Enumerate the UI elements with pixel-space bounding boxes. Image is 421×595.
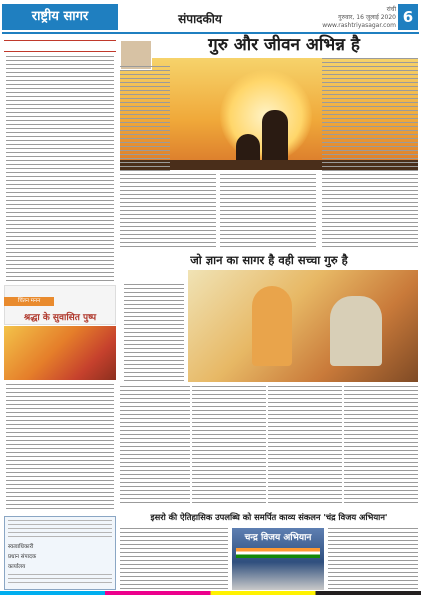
feature-photo bbox=[4, 326, 116, 380]
hero-silhouette-teacher bbox=[262, 110, 288, 166]
book-cover-flag bbox=[236, 548, 320, 558]
bottom-headline: इसरो की ऐतिहासिक उपलब्धि को समर्पित काव्य संकलन 'चंद्र विजय अभियान' bbox=[150, 512, 388, 522]
print-color-strip bbox=[0, 591, 421, 595]
imprint-label-editor: प्रधान संपादक bbox=[8, 554, 37, 560]
page-number: 6 bbox=[398, 4, 418, 30]
imprint-label-owner: स्वत्वाधिकारी bbox=[8, 544, 34, 550]
left-editorial-body bbox=[6, 56, 114, 281]
second-story-column-4 bbox=[344, 386, 418, 506]
main-story-column-2 bbox=[120, 174, 216, 250]
painting-figure-left bbox=[252, 286, 292, 366]
main-headline: गुरु और जीवन अभिन्न है bbox=[208, 35, 360, 55]
edition-date: गुरुवार, 16 जुलाई 2020 bbox=[338, 14, 396, 21]
edition-info bbox=[298, 6, 396, 30]
quote-box bbox=[124, 284, 184, 382]
masthead: राष्ट्रीय सागर bbox=[2, 4, 118, 30]
imprint-text-2 bbox=[8, 574, 112, 586]
painting-figure-right bbox=[330, 296, 382, 366]
bottom-story-column-1 bbox=[120, 528, 228, 590]
guru-painting bbox=[188, 270, 418, 382]
edition-city: रांची bbox=[386, 6, 396, 13]
feature-body bbox=[6, 384, 114, 512]
left-editorial-title bbox=[4, 40, 116, 52]
imprint-text bbox=[8, 520, 112, 538]
bottom-story-column-2 bbox=[328, 528, 418, 590]
second-headline: जो ज्ञान का सागर है वही सच्चा गुरु है bbox=[190, 253, 348, 267]
imprint-label-office: कार्यालय bbox=[8, 564, 26, 570]
book-title: चन्द्र विजय अभियान bbox=[244, 533, 312, 543]
feature-title: श्रद्धा के सुवासित पुष्प bbox=[23, 313, 97, 323]
main-story-column-4 bbox=[322, 58, 418, 250]
feature-kicker: चिंतन मनन bbox=[4, 297, 54, 306]
second-story-column-3 bbox=[268, 386, 342, 506]
main-story-column-1 bbox=[120, 66, 170, 172]
main-story-column-3 bbox=[220, 174, 316, 250]
section-title: संपादकीय bbox=[178, 12, 222, 26]
second-story-column-1 bbox=[120, 386, 190, 506]
second-story-column-2 bbox=[192, 386, 266, 506]
edition-website: www.rashtriyasagar.com bbox=[322, 22, 396, 29]
